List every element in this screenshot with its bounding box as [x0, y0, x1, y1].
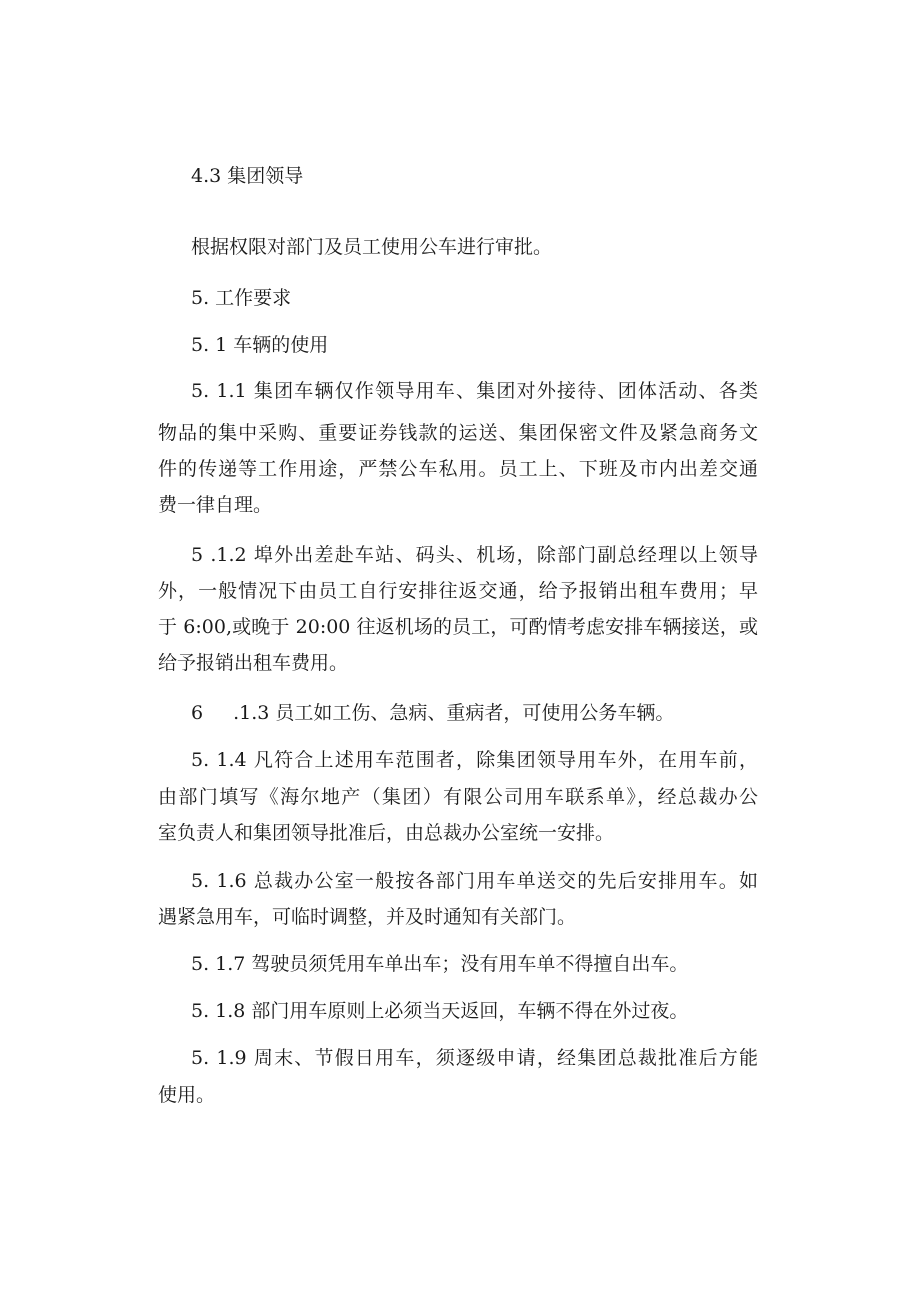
section-heading-5: 5. 工作要求 — [191, 287, 292, 309]
paragraph-line: 由部门填写《海尔地产（集团）有限公司用车联系单》，经总裁办公 — [158, 786, 758, 808]
paragraph-line: 5 .1.2 埠外出差赴车站、码头、机场，除部门副总经理以上领导 — [191, 544, 758, 566]
paragraph-line: 外，一般情况下由员工自行安排往返交通，给予报销出租车费用；早 — [158, 580, 758, 602]
paragraph-number: 6 — [191, 702, 204, 724]
section-heading-4-3: 4.3 集团领导 — [191, 165, 304, 187]
paragraph-line: 物品的集中采购、重要证券钱款的运送、集团保密文件及紧急商务文 — [158, 422, 758, 444]
paragraph-4-3: 根据权限对部门及员工使用公车进行审批。 — [191, 236, 553, 258]
paragraph-line: 于 6:00,或晚于 20:00 往返机场的员工，可酌情考虑安排车辆接送，或 — [158, 616, 758, 638]
paragraph-line: 给予报销出租车费用。 — [158, 652, 349, 674]
paragraph-line: 使用。 — [158, 1084, 216, 1106]
paragraph-line: 室负责人和集团领导批准后，由总裁办公室统一安排。 — [158, 822, 615, 844]
paragraph-5-1-8: 5. 1.8 部门用车原则上必须当天返回，车辆不得在外过夜。 — [191, 1000, 689, 1022]
paragraph-line: 5. 1.1 集团车辆仅作领导用车、集团对外接待、团体活动、各类 — [191, 380, 758, 402]
paragraph-line: 费一律自理。 — [158, 494, 273, 516]
paragraph-5-1-3 — [191, 700, 758, 726]
paragraph-line: 5. 1.6 总裁办公室一般按各部门用车单送交的先后安排用车。如 — [191, 870, 758, 892]
paragraph-line: 件的传递等工作用途，严禁公车私用。员工上、下班及市内出差交通 — [158, 458, 758, 480]
paragraph-5-1-7: 5. 1.7 驾驶员须凭用车单出车；没有用车单不得擅自出车。 — [191, 953, 689, 975]
paragraph-line: 5. 1.4 凡符合上述用车范围者，除集团领导用车外，在用车前， — [191, 749, 758, 771]
section-heading-5-1: 5. 1 车辆的使用 — [191, 334, 329, 356]
paragraph-line: 5. 1.9 周末、节假日用车，须逐级申请，经集团总裁批准后方能 — [191, 1047, 758, 1069]
paragraph-text: .1.3 员工如工伤、急病、重病者，可使用公务车辆。 — [233, 702, 675, 724]
paragraph-line: 遇紧急用车，可临时调整，并及时通知有关部门。 — [158, 906, 577, 928]
